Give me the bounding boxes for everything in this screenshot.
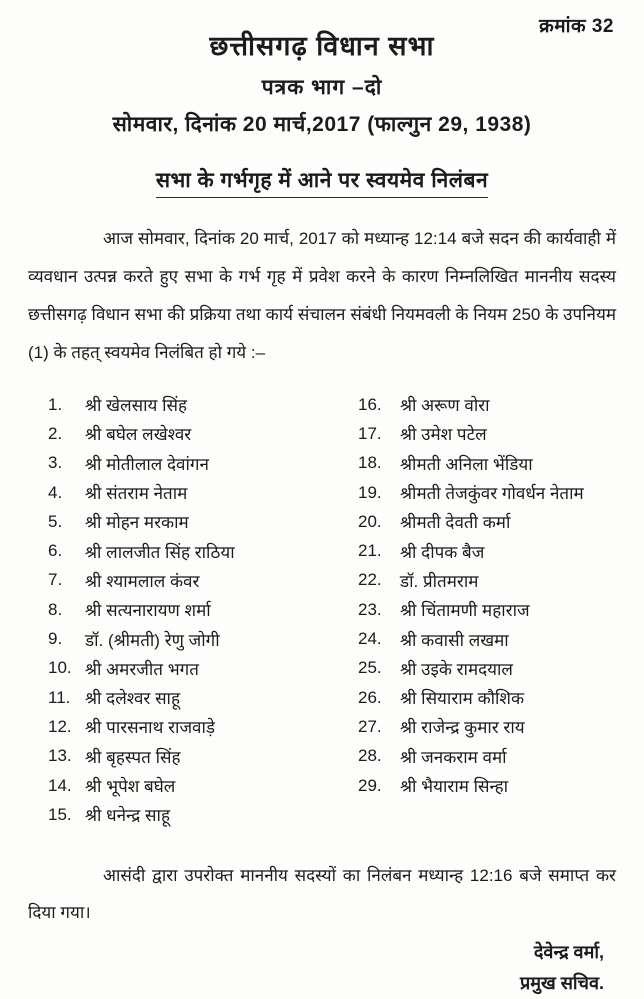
page-title: छत्तीसगढ़ विधान सभा [209,31,435,61]
member-name: श्री भूपेश बघेल [85,777,176,796]
list-item [358,742,616,771]
member-number: 24. [358,629,382,649]
member-name: श्रीमती देवती कर्मा [400,513,511,533]
member-number: 29. [358,775,382,795]
member-number: 5. [48,511,63,531]
member-name: श्री सियाराम कौशिक [400,689,525,709]
member-name: श्रीमती अनिला भेंडिया [400,454,533,474]
member-number: 19. [358,482,382,502]
member-number: 28. [358,746,382,766]
list-item [28,536,358,565]
member-number: 11. [48,687,71,707]
list-item [28,478,358,507]
list-item [358,390,616,419]
member-number: 12. [48,716,72,736]
closing-paragraph: आसंदी द्वारा उपरोक्त माननीय सदस्यों का निलंबन मध्यान्ह 12:16 बजे समाप्त कर दिया गया। [28,866,616,923]
list-item [358,419,616,448]
list-item [28,566,358,595]
list-item [358,654,616,683]
member-number: 9. [48,629,63,649]
member-name: श्री जनकराम वर्मा [400,747,507,767]
members-column-right [358,390,616,829]
serial-number: क्रमांक 32 [539,16,614,37]
signature-title: प्रमुख सचिव. [520,973,604,994]
member-name: श्री बृहस्पत सिंह [85,747,181,767]
date-line: सोमवार, दिनांक 20 मार्च,2017 (फाल्गुन 29, 1938) [112,113,532,136]
member-number: 27. [358,716,382,736]
list-item [358,595,616,624]
list-item [28,771,358,800]
member-name: श्री मोहन मरकाम [85,513,189,533]
member-name: श्री बघेल लखेश्वर [85,425,192,445]
member-number: 13. [48,746,72,766]
page-subtitle: पत्रक भाग –दो [261,76,383,99]
list-item [28,507,358,536]
member-name: श्री दलेश्वर साहू [85,689,180,709]
intro-paragraph: आज सोमवार, दिनांक 20 मार्च, 2017 को मध्यान्ह 12:14 बजे सदन की कार्यवाही में व्यवधान उत्पन्न करते हुए सभा के गर्भ गृह में प्रवेश करने के कारण निम्नलिखित माननीय सदस्य छत्तीसगढ़ विधान सभा की प्रक्रिया तथा कार्य संचालन संबंधी नियमवली के नियम 250 के उपनियम (1) के तहत् स्वयमेव निलंबित हो गये :– [28,229,616,362]
section-heading-wrap [28,166,616,198]
member-name: श्री मोतीलाल देवांगन [85,454,209,474]
member-number: 17. [358,423,382,443]
members-column-left [28,390,358,829]
member-name: श्री श्यामलाल कंवर [85,571,200,591]
list-item [358,507,616,536]
member-name: श्री कवासी लखमा [400,630,509,650]
member-number: 21. [358,541,382,561]
member-name: श्री भैयाराम सिन्हा [400,777,509,796]
member-name: श्री धनेन्द्र साहू [85,806,170,826]
list-item [358,449,616,478]
list-item [358,771,616,800]
member-name: श्री संतराम नेताम [85,484,188,504]
list-item [28,419,358,448]
member-number: 6. [48,541,63,561]
member-number: 20. [358,511,382,531]
member-number: 14. [48,775,72,795]
member-number: 4. [48,482,63,502]
member-number: 26. [358,687,382,707]
member-name: डॉ. प्रीतमराम [400,571,479,591]
list-item [28,390,358,419]
member-name: श्री अमरजीत भगत [85,659,199,679]
signature-block [28,937,616,999]
list-item [28,595,358,624]
list-item [28,683,358,712]
member-name: डॉ. (श्रीमती) रेणु जोगी [85,630,220,650]
member-name: श्री उइके रामदयाल [400,659,513,679]
list-item [358,712,616,741]
member-number: 15. [48,804,72,824]
member-number: 23. [358,599,382,619]
member-name: श्री खेलसाय सिंह [85,396,187,416]
member-name: श्री लालजीत सिंह राठिया [85,542,235,562]
member-number: 10. [48,658,72,678]
list-item [28,654,358,683]
member-number: 3. [48,453,63,473]
member-number: 7. [48,570,63,590]
member-name: श्री अरूण वोरा [400,396,490,416]
member-number: 25. [358,658,382,678]
member-number: 2. [48,423,63,443]
member-number: 8. [48,599,63,619]
section-heading: सभा के गर्भगृह में आने पर स्वयमेव निलंबन [156,166,488,198]
list-item [28,712,358,741]
list-item [358,566,616,595]
list-item [28,742,358,771]
member-name: श्री दीपक बैज [400,542,485,562]
list-item [28,624,358,653]
signature-name: देवेन्द्र वर्मा, [533,942,604,963]
members-list [28,390,616,829]
member-name: श्री सत्यनारायण शर्मा [85,601,211,621]
member-number: 22. [358,570,382,590]
list-item [358,478,616,507]
member-name: श्री पारसनाथ राजवाड़े [85,718,216,738]
list-item [358,683,616,712]
member-number: 18. [358,453,382,473]
list-item [358,536,616,565]
member-name: श्री उमेश पटेल [400,425,487,445]
member-number: 16. [358,394,382,414]
member-name: श्री राजेन्द्र कुमार राय [400,718,525,738]
member-name: श्रीमती तेजकुंवर गोवर्धन नेताम [400,484,584,504]
list-item [28,449,358,478]
list-item [358,624,616,653]
member-name: श्री चिंतामणी महाराज [400,601,530,621]
member-number: 1. [48,394,63,414]
list-item [28,800,358,829]
